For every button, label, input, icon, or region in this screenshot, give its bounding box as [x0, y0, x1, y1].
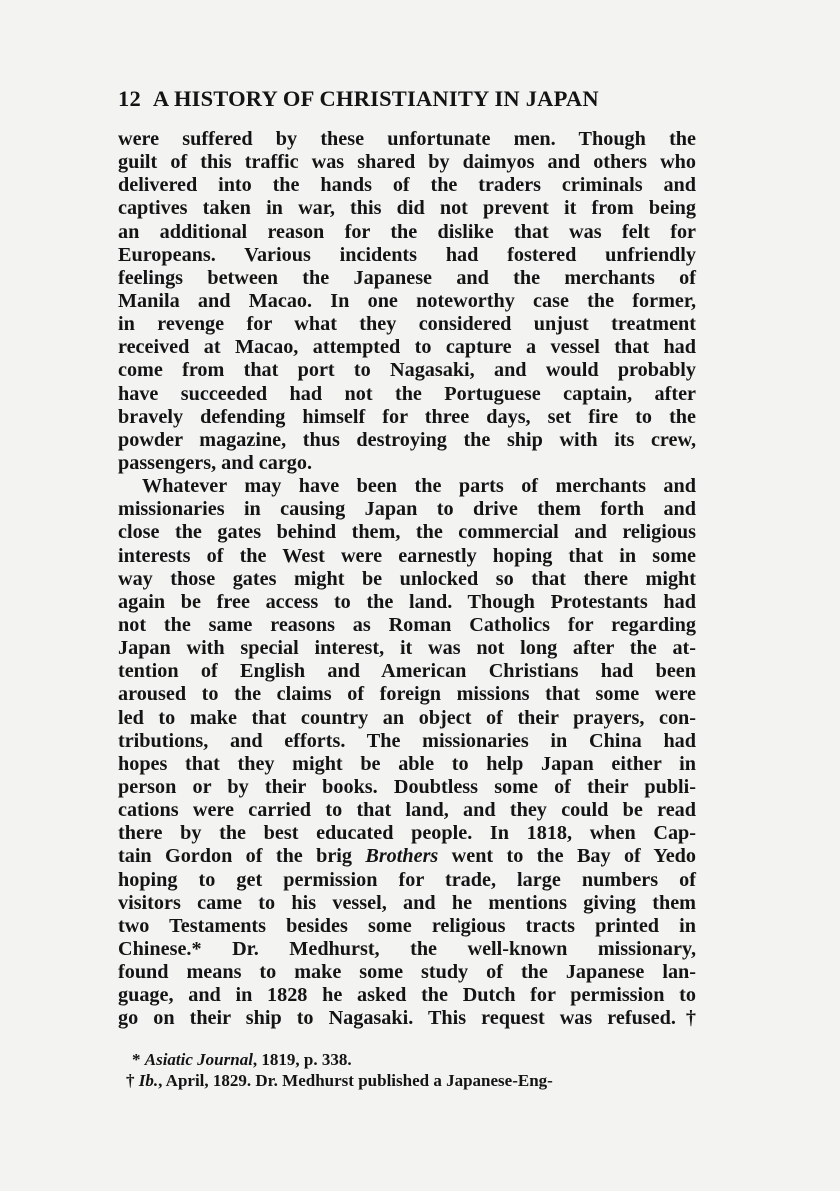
text-line: delivered into the hands of the traders criminals and	[118, 174, 696, 197]
text-line: aroused to the claims of foreign missions that some were	[118, 683, 696, 706]
text-line: close the gates behind them, the commercial and religious	[118, 521, 696, 544]
text-line: tention of English and American Christians had been	[118, 660, 696, 683]
footnote-marker: †	[126, 1071, 139, 1090]
text-line: hoping to get permission for trade, large numbers of	[118, 868, 696, 891]
text-line: Chinese.* Dr. Medhurst, the well-known missionary,	[118, 937, 696, 960]
text-line: were suffered by these unfortunate men. Though the	[118, 128, 696, 150]
text-line: cations were carried to that land, and they could be read	[118, 799, 696, 822]
text-segment: went to the Bay of Yedo	[438, 845, 696, 868]
ship-name: Brothers	[365, 845, 439, 868]
text-line: Whatever may have been the parts of merchants and	[142, 475, 696, 498]
footnote-text: , April, 1829. Dr. Medhurst published a Japanese-Eng-	[158, 1071, 553, 1090]
text-line: Europeans. Various incidents had fostered unfriendly	[118, 243, 696, 266]
text-line: Manila and Macao. In one noteworthy case the former,	[118, 289, 696, 312]
text-line: guilt of this traffic was shared by daimyos and others who	[118, 151, 696, 174]
text-line: again be free access to the land. Though Protestants had	[118, 590, 696, 613]
footnotes	[126, 1049, 696, 1091]
text-line: bravely defending himself for three days, set fire to the	[118, 405, 696, 428]
footnote-marker: *	[132, 1050, 145, 1069]
footnote-1	[132, 1049, 696, 1070]
text-line: powder magazine, thus destroying the ship with its crew,	[118, 428, 696, 451]
footnote-text: , 1819, p. 338.	[252, 1050, 352, 1069]
text-line: tributions, and efforts. The missionaries in China had	[118, 729, 696, 752]
text-line: interests of the West were earnestly hoping that in some	[118, 544, 696, 567]
running-title: A HISTORY OF CHRISTIANITY IN JAPAN	[152, 86, 599, 111]
text-line: an additional reason for the dislike that was felt for	[118, 220, 696, 243]
text-line: person or by their books. Doubtless some of their publi-	[118, 775, 696, 798]
text-line: there by the best educated people. In 1818, when Cap-	[118, 822, 696, 845]
text-line: received at Macao, attempted to capture a vessel that had	[118, 336, 696, 359]
text-line: guage, and in 1828 he asked the Dutch for permission to	[118, 984, 696, 1007]
footnote-source: Asiatic Journal	[144, 1050, 253, 1069]
text-line: led to make that country an object of their prayers, con-	[118, 706, 696, 729]
text-line: in revenge for what they considered unjust treatment	[118, 313, 696, 336]
running-header	[118, 86, 678, 112]
footnote-source: Ib.	[138, 1071, 159, 1090]
text-line: Japan with special interest, it was not long after the at-	[118, 637, 696, 660]
text-line: captives taken in war, this did not prevent it from being	[118, 197, 696, 220]
text-line: have succeeded had not the Portuguese captain, after	[118, 382, 696, 405]
text-line-with-italic	[118, 845, 696, 868]
text-line: come from that port to Nagasaki, and would probably	[118, 359, 696, 382]
text-line: go on their ship to Nagasaki. This request was refused.†	[118, 1007, 696, 1030]
text-line: hopes that they might be able to help Japan either in	[118, 752, 696, 775]
text-segment: tain Gordon of the brig	[118, 845, 366, 868]
page-number: 12	[118, 86, 141, 111]
footnote-2	[126, 1070, 696, 1091]
text-line: passengers, and cargo.	[118, 451, 313, 474]
text-line: feelings between the Japanese and the merchants of	[118, 266, 696, 289]
text-line: not the same reasons as Roman Catholics for regarding	[118, 613, 696, 636]
body-text	[118, 128, 696, 1030]
text-line: way those gates might be unlocked so that there might	[118, 567, 696, 590]
text-line: visitors came to his vessel, and he mentions giving them	[118, 891, 696, 914]
text-line: found means to make some study of the Japanese lan-	[118, 961, 696, 984]
text-line: missionaries in causing Japan to drive them forth and	[118, 498, 696, 521]
text-line: two Testaments besides some religious tracts printed in	[118, 914, 696, 937]
